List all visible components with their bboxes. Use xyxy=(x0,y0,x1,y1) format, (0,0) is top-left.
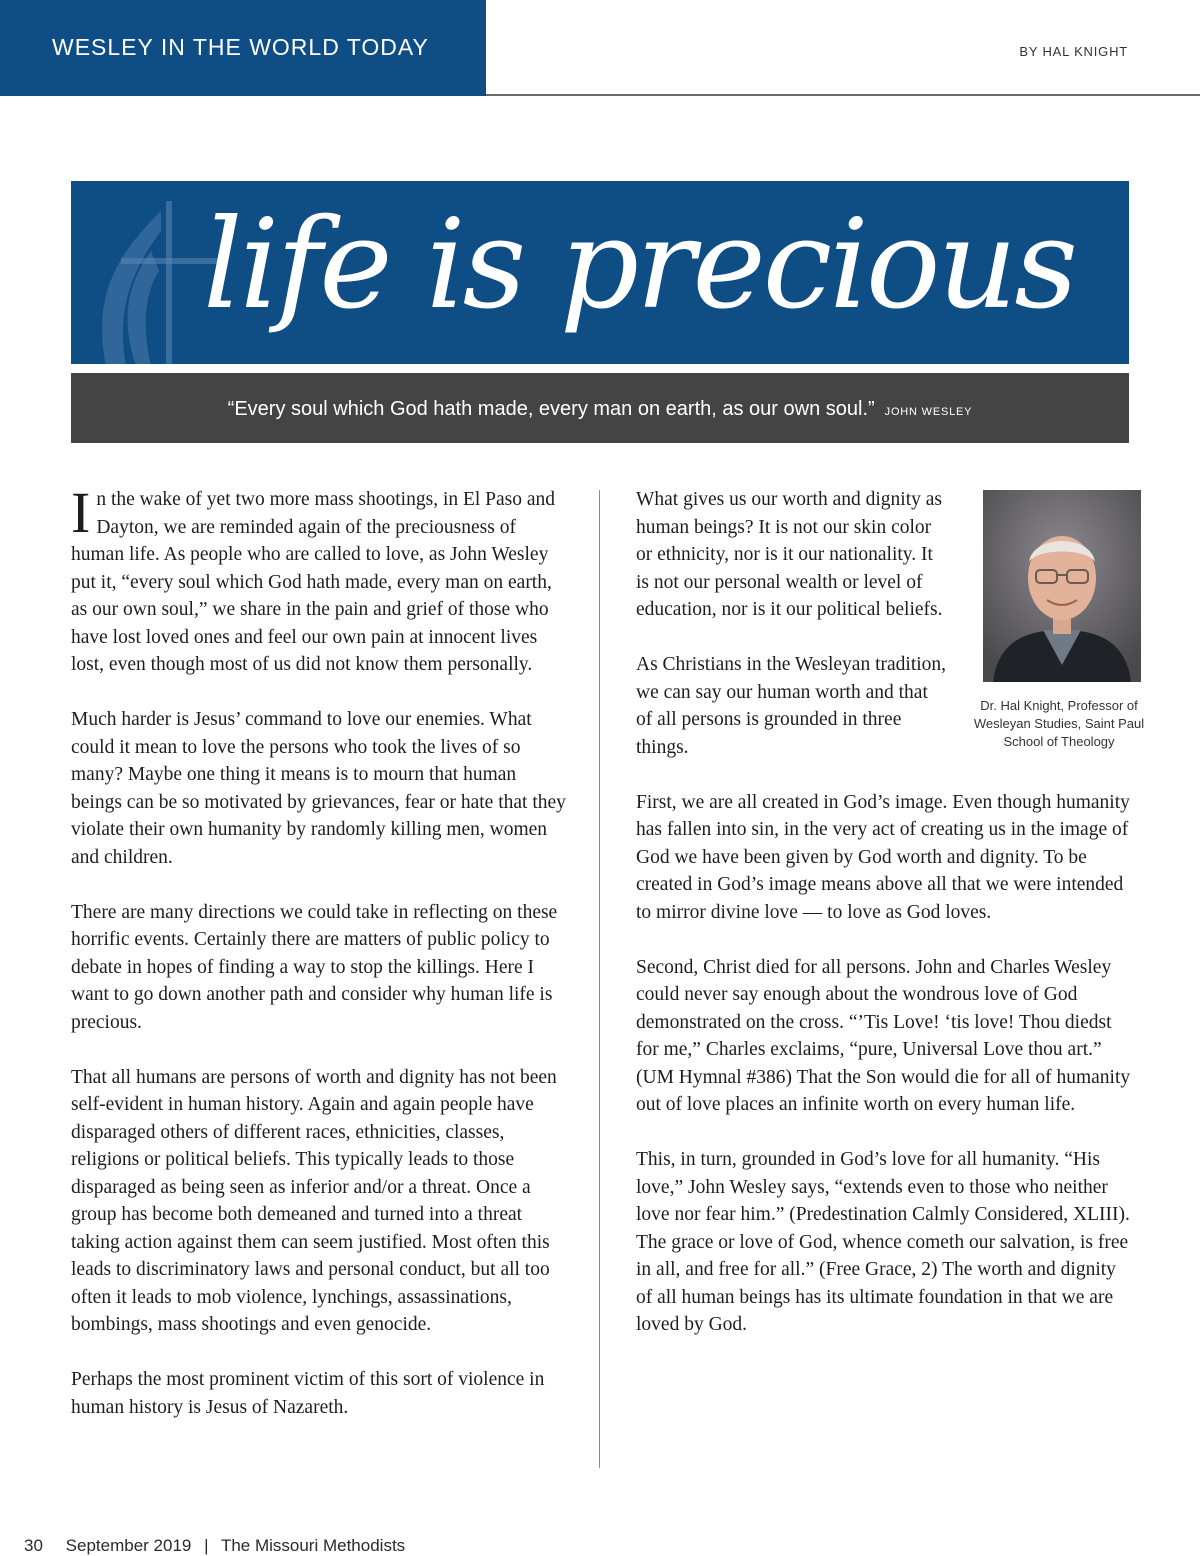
article-paragraph: Much harder is Jesus’ command to love our enemies. What could it mean to love the persons who took the lives of so many? Maybe one thing it means is to mourn that human beings can be so motivated by grievances, fear or hate that they violate their own humanity by randomly killing men, women and children. xyxy=(71,709,566,868)
issue-date: September 2019 xyxy=(65,1536,192,1555)
author-photo-block xyxy=(969,490,1149,751)
article-paragraph: That all humans are persons of worth and dignity has not been self-evident in human history. Again and again people have disparaged others of different races, ethnicities, classes, religions or political beliefs. This typically leads to those disparaged as being seen as inferior and/or a threat. Once a group has become both demeaned and turned into a threat taking action against them can seem justified. Most often this leads to discriminatory laws and personal conduct, but all too often it leads to mob violence, lynchings, assassinations, bombings, mass shootings and even genocide. xyxy=(71,1066,557,1335)
column-divider xyxy=(599,490,600,1468)
article-paragraph: Second, Christ died for all persons. John and Charles Wesley could never say enough about the wondrous love of God demonstrated on the cross. “’Tis Love! ‘tis love! Thou diedst for me,” Charles exclaims, “pure, Universal Love thou art.” (UM Hymnal #386) That the Son would die for all of humanity out of love places an infinite worth on every human life. xyxy=(636,956,1131,1115)
article-paragraph: What gives us our worth and dignity as human beings? It is not our skin color or ethnicity, nor is it our nationality. It is not our personal wealth or level of education, nor is it our political beliefs. xyxy=(636,489,943,620)
pull-quote-bar xyxy=(71,373,1129,443)
article-paragraph: First, we are all created in God’s image. Even though humanity has fallen into sin, in the very act of creating us in the image of God we have been given by God worth and dignity. To be created in God’s image means above all that we were intended to mirror divine love — to love as God loves. xyxy=(636,791,1130,923)
page-footer xyxy=(24,1536,405,1556)
photo-caption: Dr. Hal Knight, Professor of Wesleyan Studies, Saint Paul School of Theology xyxy=(973,698,1145,749)
article-paragraph: This, in turn, grounded in God’s love for all humanity. “His love,” John Wesley says, “extends even to those who neither love nor fear him.” (Predestination Calmly Considered, XLIII). The grace or love of God, whence cometh our salvation, is free in all, and free for all.” (Free Grace, 2) The worth and dignity of all human beings has its ultimate foundation in that we are loved by God. xyxy=(636,1149,1130,1335)
page-number: 30 xyxy=(24,1536,43,1555)
headline: life is precious xyxy=(203,193,1076,337)
pull-quote-text: “Every soul which God hath made, every man on earth, as our own soul.” xyxy=(227,398,875,420)
author-photo xyxy=(983,490,1141,682)
section-title: WESLEY IN THE WORLD TODAY xyxy=(52,34,429,60)
section-header-bar xyxy=(0,0,486,96)
paragraph-text: n the wake of yet two more mass shootings, in El Paso and Dayton, we are reminded again of the preciousness of human life. As people who are called to love, as John Wesley put it, “every soul which God hath made, every man on earth, as our own soul,” we share in the pain and grief of those who have lost loved ones and feel our own pain at innocent lives lost, even though most of us did not know them personally. xyxy=(71,489,556,675)
footer-separator: | xyxy=(204,1536,209,1555)
header-rule xyxy=(486,94,1200,96)
pull-quote-attribution: JOHN WESLEY xyxy=(884,406,973,418)
drop-cap: I xyxy=(71,480,91,545)
byline: BY HAL KNIGHT xyxy=(1019,44,1128,59)
article-paragraph: As Christians in the Wesleyan tradition, we can say our human worth and that of all persons is grounded in three things. xyxy=(636,654,947,758)
article-paragraph: Perhaps the most prominent victim of this sort of violence in human history is Jesus of Nazareth. xyxy=(71,1369,545,1418)
article-paragraph xyxy=(71,480,571,679)
article-left-column xyxy=(71,480,571,1449)
article-paragraph: There are many directions we could take in reflecting on these horrific events. Certainly there are matters of public policy to debate in hopes of finding a way to stop the killings. Here I want to go down another path and consider why human life is precious. xyxy=(71,901,558,1033)
publication-name: The Missouri Methodists xyxy=(220,1536,406,1555)
title-banner xyxy=(71,181,1129,364)
article-right-column xyxy=(636,486,1145,1366)
